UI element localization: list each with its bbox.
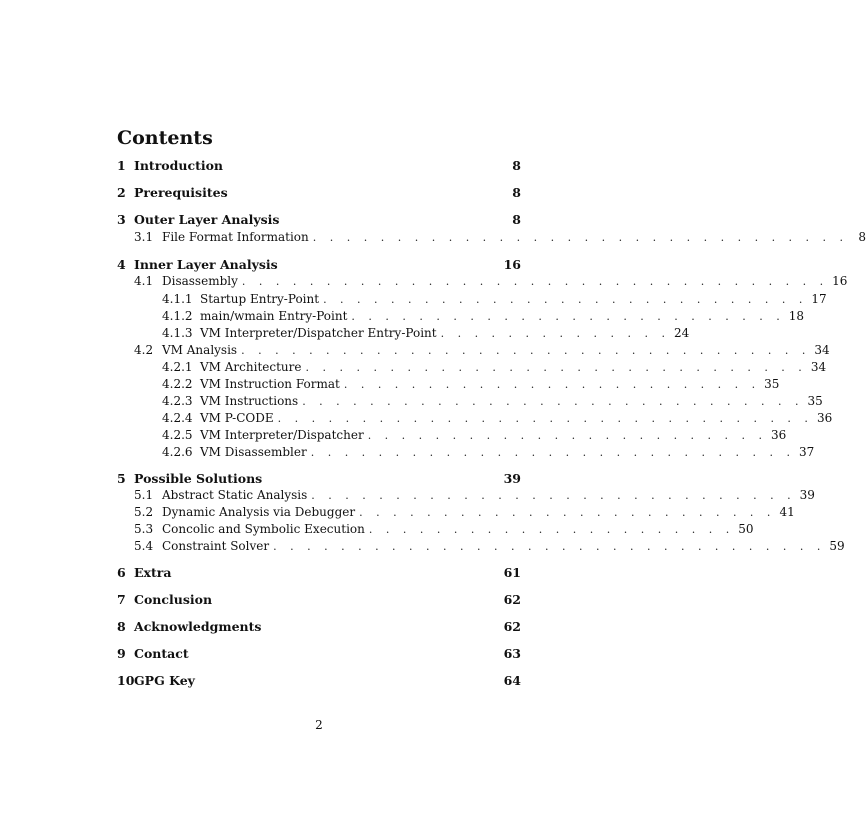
toc-entry-page: 34 xyxy=(810,360,827,374)
toc-entry[interactable] xyxy=(162,411,833,429)
toc-entry-title: VM Instructions xyxy=(200,394,299,408)
toc-entry-title: Concolic and Symbolic Execution xyxy=(162,522,365,536)
toc-entry-number: 4.1.3 xyxy=(162,326,193,340)
toc-entry[interactable] xyxy=(117,212,521,230)
toc-entry-title: File Format Information xyxy=(162,230,309,244)
toc-entry-number: 4.2.5 xyxy=(162,428,193,442)
toc-entry[interactable] xyxy=(162,445,815,463)
toc-entry[interactable] xyxy=(162,309,805,327)
toc-entry-title: Disassembly xyxy=(162,274,238,288)
toc-entry-page: 8 xyxy=(858,230,866,244)
toc-entry-page: 36 xyxy=(771,428,787,442)
toc-entry-number: 4.2.4 xyxy=(162,411,193,425)
toc-entry-page: 62 xyxy=(503,592,521,607)
toc-entry-number: 4.1.1 xyxy=(162,292,193,306)
toc-entry-title: Acknowledgments xyxy=(134,619,262,634)
toc-entry-page: 24 xyxy=(674,326,690,340)
toc-entry-number: 5.3 xyxy=(134,522,154,536)
toc-entry-number: 2 xyxy=(117,185,126,200)
toc-entry-number: 8 xyxy=(117,619,126,634)
toc-entry-title: VM Instruction Format xyxy=(200,377,340,391)
toc-leader: . . . . . . . . . . . . . . . . . . . . . . . . . . . . . . xyxy=(305,361,807,374)
toc-entry-title: VM Analysis xyxy=(162,343,238,357)
toc-entry[interactable] xyxy=(134,274,848,292)
toc-entry-page: 34 xyxy=(814,343,830,357)
toc-leader: . . . . . . . . . . . . . . . . . . . . . . . . . . . . . . . . xyxy=(277,412,813,425)
toc-entry-page: 8 xyxy=(512,185,521,200)
toc-leader: . . . . . . . . . . . . . . . . . . . . . . . . . . . . . . . . . . . xyxy=(241,275,829,288)
toc-entry-page: 16 xyxy=(503,257,521,272)
toc-leader: . . . . . . . . . . . . . . . . . . . . . . . . . . . . . xyxy=(311,489,796,502)
toc-leader: . . . . . . . . . . . . . . . . . . . . . . . . . xyxy=(343,378,761,391)
toc-entry-number: 5 xyxy=(117,471,126,486)
toc-entry-page: 17 xyxy=(811,292,827,306)
page-number: 2 xyxy=(315,718,323,732)
toc-entry-title: main/wmain Entry-Point xyxy=(200,309,348,323)
toc-entry[interactable] xyxy=(162,326,690,344)
page-title: Contents xyxy=(117,127,213,149)
toc-entry[interactable] xyxy=(134,539,845,557)
toc-entry[interactable] xyxy=(117,673,521,691)
toc-entry[interactable] xyxy=(134,343,830,361)
toc-leader: . . . . . . . . . . . . . . . . . . . . . . xyxy=(368,523,735,536)
toc-entry-page: 35 xyxy=(807,394,823,408)
toc-entry-number: 10 xyxy=(117,673,135,688)
toc-entry-title: Prerequisites xyxy=(134,185,228,200)
toc-entry-page: 62 xyxy=(503,619,521,634)
toc-entry-title: VM Disassembler xyxy=(200,445,307,459)
toc-leader: . . . . . . . . . . . . . . xyxy=(440,327,670,340)
toc-entry-page: 59 xyxy=(829,539,845,553)
toc-entry-title: Constraint Solver xyxy=(162,539,270,553)
toc-entry-page: 64 xyxy=(503,673,521,688)
toc-entry-number: 5.1 xyxy=(134,488,154,502)
toc-entry-number: 4.2.1 xyxy=(162,360,193,374)
toc-entry[interactable] xyxy=(117,592,521,610)
toc-entry-title: Abstract Static Analysis xyxy=(162,488,308,502)
toc-entry[interactable] xyxy=(162,377,780,395)
toc-entry-number: 4.1.2 xyxy=(162,309,193,323)
toc-entry-title: VM P-CODE xyxy=(200,411,274,425)
toc-leader: . . . . . . . . . . . . . . . . . . . . . . . . . . . . . . . . . . xyxy=(241,344,811,357)
toc-entry[interactable] xyxy=(117,646,521,664)
toc-entry-title: Introduction xyxy=(134,158,224,173)
toc-entry-page: 61 xyxy=(503,565,521,580)
toc-entry-number: 9 xyxy=(117,646,126,661)
toc-entry[interactable] xyxy=(117,471,521,489)
toc-entry-page: 8 xyxy=(512,212,521,227)
toc-entry-page: 50 xyxy=(738,522,754,536)
toc-entry[interactable] xyxy=(134,522,754,540)
toc-entry-title: Outer Layer Analysis xyxy=(134,212,280,227)
toc-entry-number: 1 xyxy=(117,158,126,173)
toc-entry-title: Conclusion xyxy=(134,592,213,607)
toc-entry-page: 35 xyxy=(764,377,780,391)
toc-entry-number: 4.2.6 xyxy=(162,445,193,459)
toc-entry-page: 8 xyxy=(512,158,521,173)
toc-entry-number: 4.2.3 xyxy=(162,394,193,408)
toc-entry-page: 37 xyxy=(799,445,815,459)
toc-leader: . . . . . . . . . . . . . . . . . . . . . . . . xyxy=(367,429,768,442)
toc-entry[interactable] xyxy=(162,292,827,310)
toc-entry[interactable] xyxy=(117,257,521,275)
toc-entry-title: Dynamic Analysis via Debugger xyxy=(162,505,356,519)
toc-entry-title: GPG Key xyxy=(134,673,195,688)
toc-entry-number: 7 xyxy=(117,592,126,607)
toc-entry-title: VM Architecture xyxy=(200,360,302,374)
toc-entry[interactable] xyxy=(117,619,521,637)
toc-entry[interactable] xyxy=(134,488,815,506)
toc-entry-number: 4.2.2 xyxy=(162,377,193,391)
toc-entry-title: Possible Solutions xyxy=(134,471,263,486)
toc-entry-page: 36 xyxy=(816,411,833,425)
toc-entry-title: Extra xyxy=(134,565,172,580)
toc-entry-page: 63 xyxy=(503,646,521,661)
toc-entry-page: 41 xyxy=(779,505,795,519)
toc-entry[interactable] xyxy=(117,565,521,583)
toc-entry-title: VM Interpreter/Dispatcher Entry-Point xyxy=(200,326,437,340)
toc-entry[interactable] xyxy=(134,230,866,248)
toc-entry[interactable] xyxy=(162,394,823,412)
toc-entry[interactable] xyxy=(162,428,787,446)
toc-leader: . . . . . . . . . . . . . . . . . . . . . . . . . . . . . xyxy=(310,446,796,459)
toc-entry-number: 4.1 xyxy=(134,274,154,288)
toc-entry-number: 4.2 xyxy=(134,343,154,357)
toc-leader: . . . . . . . . . . . . . . . . . . . . . . . . . . . . . . . . . xyxy=(273,540,826,553)
toc-entry[interactable] xyxy=(162,360,827,378)
toc-leader: . . . . . . . . . . . . . . . . . . . . . . . . . . xyxy=(351,310,785,323)
toc-leader: . . . . . . . . . . . . . . . . . . . . . . . . . xyxy=(359,506,776,519)
toc-entry-number: 5.2 xyxy=(134,505,154,519)
toc-entry-page: 39 xyxy=(799,488,815,502)
toc-entry-number: 3 xyxy=(117,212,126,227)
toc-entry[interactable] xyxy=(117,185,521,203)
toc-entry-title: Contact xyxy=(134,646,189,661)
toc-entry-title: Inner Layer Analysis xyxy=(134,257,278,272)
toc-entry[interactable] xyxy=(117,158,521,176)
toc-entry-number: 5.4 xyxy=(134,539,154,553)
toc-entry-number: 4 xyxy=(117,257,126,272)
toc-entry-title: Startup Entry-Point xyxy=(200,292,320,306)
toc-entry-number: 6 xyxy=(117,565,126,580)
toc-entry-title: VM Interpreter/Dispatcher xyxy=(200,428,364,442)
toc-entry-page: 18 xyxy=(788,309,805,323)
toc-entry-page: 16 xyxy=(832,274,848,288)
toc-leader: . . . . . . . . . . . . . . . . . . . . . . . . . . . . . xyxy=(323,293,808,306)
toc-entry-page: 39 xyxy=(503,471,521,486)
toc-leader: . . . . . . . . . . . . . . . . . . . . . . . . . . . . . . . . xyxy=(312,231,849,244)
toc-entry[interactable] xyxy=(134,505,795,523)
toc-entry-number: 3.1 xyxy=(134,230,154,244)
toc-leader: . . . . . . . . . . . . . . . . . . . . . . . . . . . . . . xyxy=(302,395,804,408)
